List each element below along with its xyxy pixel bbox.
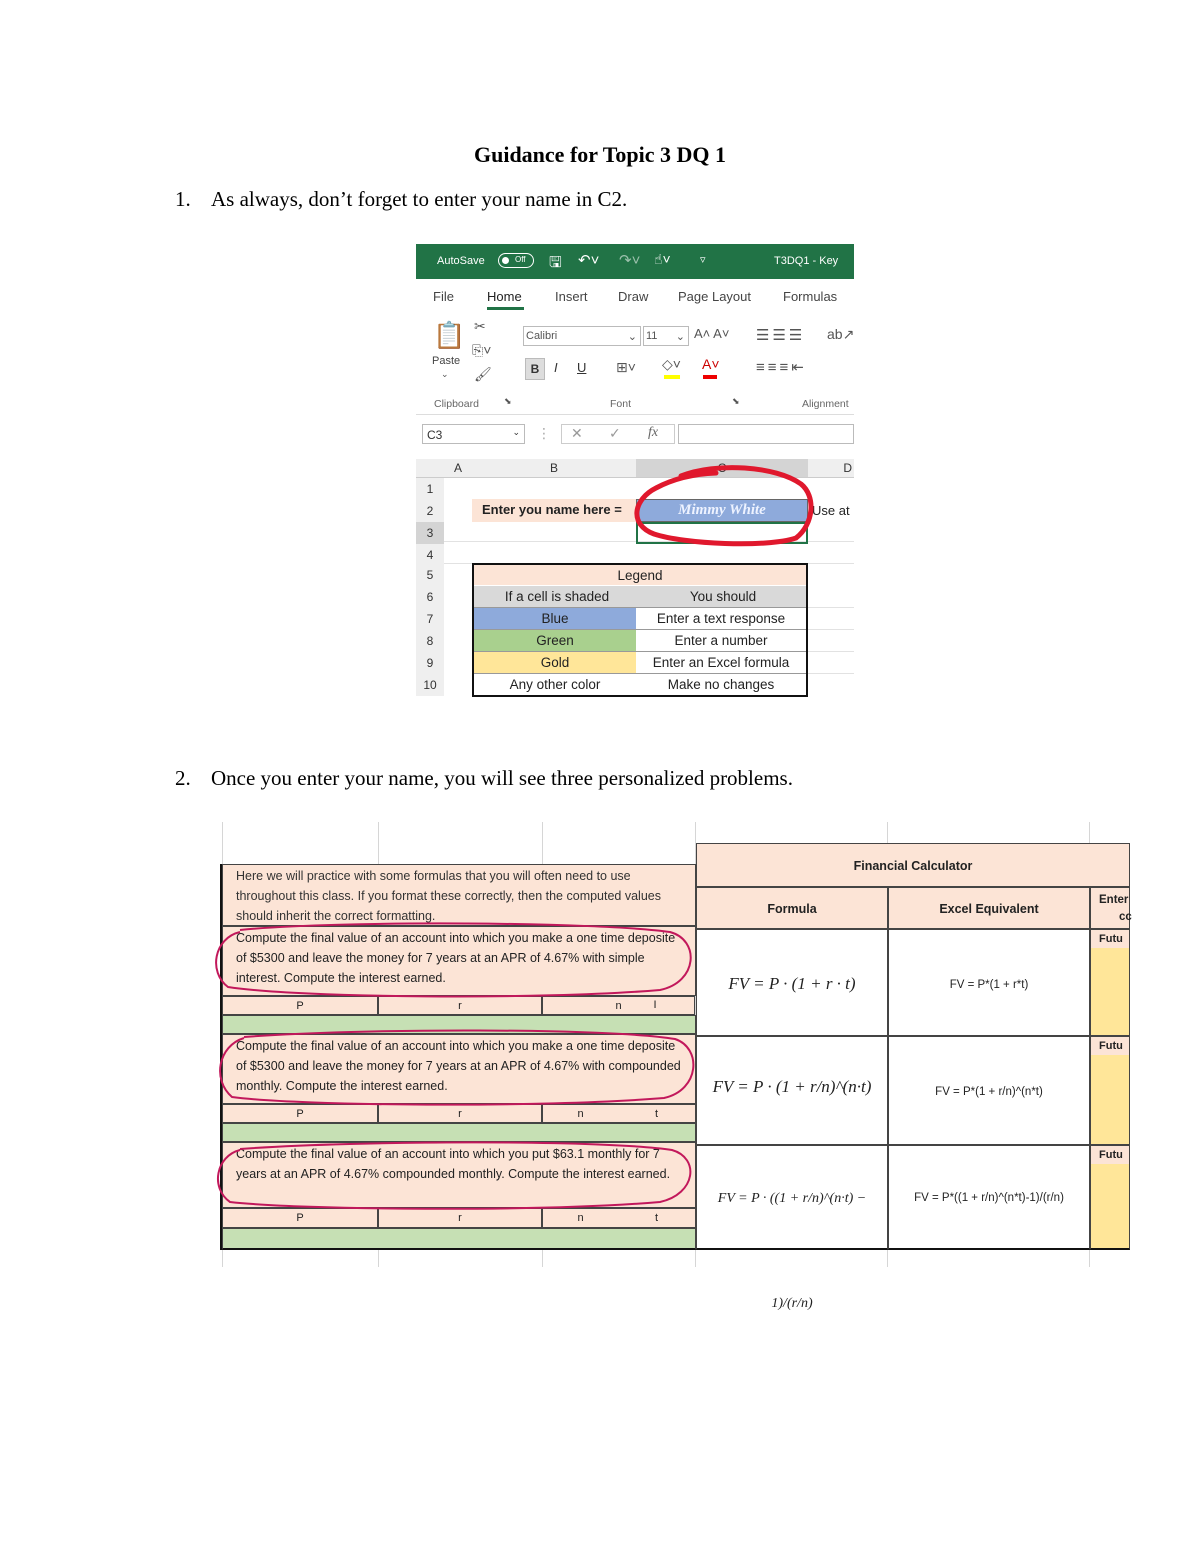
problem-2-input-row[interactable] [222, 1123, 696, 1142]
paste-dropdown-icon[interactable]: ⌄ [441, 369, 449, 379]
undo-icon[interactable]: ↶˅ [578, 252, 600, 269]
row-header[interactable]: 6 [416, 586, 444, 608]
excel-screenshot-problems [220, 822, 1132, 1311]
legend-rule [474, 651, 806, 652]
gridline [808, 629, 854, 630]
row-header[interactable]: 10 [416, 674, 444, 696]
row-header[interactable]: 9 [416, 652, 444, 674]
step-1 [175, 187, 627, 212]
result-label: Futu [1091, 1037, 1129, 1055]
tab-page-layout[interactable]: Page Layout [678, 289, 752, 304]
formula-header: Formula [696, 887, 888, 929]
problem-3-var-t: t [618, 1208, 696, 1228]
problem-1-var-p: P [222, 996, 378, 1015]
legend-action-green: Enter a number [674, 633, 768, 648]
ribbon-divider [416, 414, 854, 415]
enter-icon[interactable]: ✓ [609, 425, 621, 441]
step-number: 2. [175, 766, 191, 790]
legend-color-blue: Blue [474, 608, 636, 629]
legend-action-other: Make no changes [667, 677, 775, 692]
row-header[interactable]: 3 [416, 522, 444, 544]
fill-color-swatch [664, 375, 680, 379]
orientation-icon[interactable]: ab↗ [827, 326, 855, 342]
save-icon[interactable]: 🖫 [549, 254, 562, 271]
format-painter-icon[interactable]: 🖌 [474, 366, 492, 382]
result-cell-2[interactable] [1090, 1036, 1130, 1145]
result-cell-1[interactable] [1090, 929, 1130, 1036]
underline-button[interactable]: U [577, 360, 587, 375]
column-header-a[interactable]: A [444, 459, 472, 478]
font-size-select[interactable] [643, 326, 689, 346]
problem-3-input-row[interactable] [222, 1228, 696, 1250]
workbook-filename: T3DQ1 - Key [774, 255, 839, 267]
active-tab-indicator [487, 307, 524, 310]
formula-simple-interest: FV = P · (1 + r · t) [696, 929, 888, 1036]
row-header[interactable]: 4 [416, 544, 444, 566]
insert-function-icon[interactable]: fx [648, 425, 659, 440]
chevron-down-icon: ⌄ [512, 427, 520, 437]
legend-color-other: Any other color [509, 677, 601, 692]
problem-1-var-n: n [542, 996, 695, 1015]
excel-annuity: FV = P*((1 + r/n)^(n*t)-1)/(r/n) [888, 1145, 1090, 1250]
row-header[interactable]: 2 [416, 500, 444, 522]
d2-text-cell[interactable]: Use at [812, 503, 850, 518]
tab-file[interactable]: File [433, 289, 454, 304]
row-header[interactable]: 8 [416, 630, 444, 652]
font-name-value: Calibri [526, 330, 558, 342]
redo-icon[interactable]: ↷˅ [619, 252, 641, 269]
name-box[interactable] [422, 424, 525, 444]
tab-insert[interactable]: Insert [555, 289, 588, 304]
page-title: Guidance for Topic 3 DQ 1 [473, 142, 727, 167]
enter-header [1090, 887, 1130, 929]
problem-3-var-n: n [542, 1208, 618, 1228]
excel-title-bar [416, 244, 854, 279]
row-header[interactable]: 7 [416, 608, 444, 630]
result-cell-3[interactable] [1090, 1145, 1130, 1250]
legend-color-gold: Gold [474, 652, 636, 673]
legend-color-green: Green [474, 630, 636, 651]
font-name-select[interactable] [523, 326, 641, 346]
calculator-title: Financial Calculator [696, 843, 1130, 887]
paste-label[interactable]: Paste [432, 355, 461, 367]
tab-home[interactable]: Home [487, 289, 522, 304]
table-left-border [220, 864, 222, 1250]
font-color-swatch [703, 375, 717, 379]
font-group-label: Font [610, 398, 632, 410]
problem-2-var-p: P [222, 1104, 378, 1123]
selected-cell-c3[interactable] [636, 522, 808, 544]
clipboard-group-label: Clipboard [434, 398, 479, 410]
fill-color-icon[interactable]: ◇˅ [662, 356, 681, 372]
formula-input[interactable] [678, 424, 854, 444]
excel-screenshot-name-entry [416, 244, 854, 702]
touch-mode-icon[interactable]: ☝˅ [654, 251, 671, 267]
gridline [808, 651, 854, 652]
column-header-c[interactable]: C [636, 459, 808, 478]
align-left-icons[interactable]: ≡≡≡⇤ [756, 359, 807, 376]
italic-button[interactable]: I [554, 360, 558, 375]
tab-formulas[interactable]: Formulas [783, 289, 838, 304]
tab-draw[interactable]: Draw [618, 289, 649, 304]
legend-header-shaded: If a cell is shaded [474, 586, 640, 607]
column-header-b[interactable]: B [472, 459, 636, 478]
gridline [808, 607, 854, 608]
problem-1-var-r: r [378, 996, 542, 1015]
legend-rule [474, 629, 806, 630]
step-text: Once you enter your name, you will see three personalized problems. [211, 766, 793, 790]
excel-compound-interest: FV = P*(1 + r/n)^(n*t) [888, 1036, 1090, 1145]
dialog-launcher-icon[interactable]: ⬊ [732, 396, 740, 406]
borders-icon[interactable]: ⊞˅ [616, 359, 636, 375]
enter-header-sub: cc [1119, 911, 1132, 923]
problem-3-text: Compute the final value of an account into which you put $63.1 monthly for 7 years at an APR of 4.67% compounded monthly. Compute the interest earned. [222, 1142, 696, 1208]
chevron-down-icon: ⌄ [675, 331, 685, 343]
font-color-icon[interactable]: A˅ [702, 356, 720, 372]
dialog-launcher-icon[interactable]: ⬊ [504, 396, 512, 406]
formula-annuity: FV = P · ((1 + r/n)^(n·t) − 1)/(r/n) [696, 1145, 888, 1250]
autosave-label: AutoSave [437, 255, 485, 267]
alignment-group-label: Alignment [802, 398, 849, 410]
legend-action-blue: Enter a text response [656, 611, 786, 626]
more-icon: ⋮ [537, 425, 551, 441]
problem-2-var-t: t [618, 1104, 696, 1123]
problem-2-var-r: r [378, 1104, 542, 1123]
font-size-value: 11 [646, 330, 658, 342]
enter-header-text: Enter [1099, 894, 1129, 906]
cut-icon[interactable]: ✂ [474, 318, 486, 334]
name-input-cell[interactable]: Mimmy White [636, 499, 808, 522]
result-label: Futu [1091, 930, 1129, 948]
row-header[interactable]: 5 [416, 564, 444, 586]
problem-1-text: Compute the final value of an account into which you make a one time deposite of $5300 and leave the money for 7 years at an APR of 4.67% with simple interest. Compute the interest earned. [222, 926, 696, 996]
problem-1-input-row[interactable] [222, 1015, 696, 1034]
legend-header-action: You should [640, 586, 806, 607]
name-box-value: C3 [427, 428, 443, 442]
select-all-corner[interactable] [416, 459, 444, 478]
align-top-icons[interactable]: ☰☰☰ [756, 327, 806, 344]
problem-3-var-r: r [378, 1208, 542, 1228]
problem-3-var-p: P [222, 1208, 378, 1228]
step-text: As always, don’t forget to enter your name in C2. [211, 187, 628, 211]
autosave-toggle[interactable] [498, 253, 534, 268]
gridline [808, 673, 854, 674]
problem-1-var-i: I [653, 999, 657, 1011]
paste-icon[interactable]: 📋 [433, 320, 466, 350]
chevron-down-icon: ⌄ [627, 331, 637, 343]
step-2 [175, 766, 793, 791]
intro-cell: Here we will practice with some formulas that you will often need to use throughout this class. If you format these correctly, then the computed values should inherit the correct formatting. [222, 864, 696, 926]
bold-button[interactable]: B [525, 358, 545, 380]
legend-action-gold: Enter an Excel formula [652, 655, 790, 670]
toggle-state: Off [515, 255, 526, 264]
increase-font-icon[interactable]: A˄ A˅ [694, 326, 730, 341]
formula-compound-interest: FV = P · (1 + r/n)^(n·t) [696, 1036, 888, 1145]
name-prompt-cell[interactable]: Enter you name here = [472, 499, 636, 522]
problem-2-var-n: n [542, 1104, 618, 1123]
legend-title: Legend [474, 565, 806, 585]
legend-rule [474, 607, 806, 608]
excel-simple-interest: FV = P*(1 + r*t) [888, 929, 1090, 1036]
cancel-icon[interactable]: ✕ [571, 425, 583, 441]
legend-rule [474, 673, 806, 674]
problem-2-text: Compute the final value of an account into which you make a one time deposite of $5300 and leave the money for 7 years at an APR of 4.67% with compounded monthly. Compute the interest earned. [222, 1034, 696, 1104]
excel-equivalent-header: Excel Equivalent [888, 887, 1090, 929]
step-number: 1. [175, 187, 191, 211]
customize-toolbar-icon[interactable]: ▿ [700, 254, 706, 266]
row-header[interactable]: 1 [416, 478, 444, 500]
copy-icon[interactable]: ⎘˅ [472, 342, 492, 358]
result-label: Futu [1091, 1146, 1129, 1164]
column-header-d[interactable]: D [808, 459, 854, 478]
